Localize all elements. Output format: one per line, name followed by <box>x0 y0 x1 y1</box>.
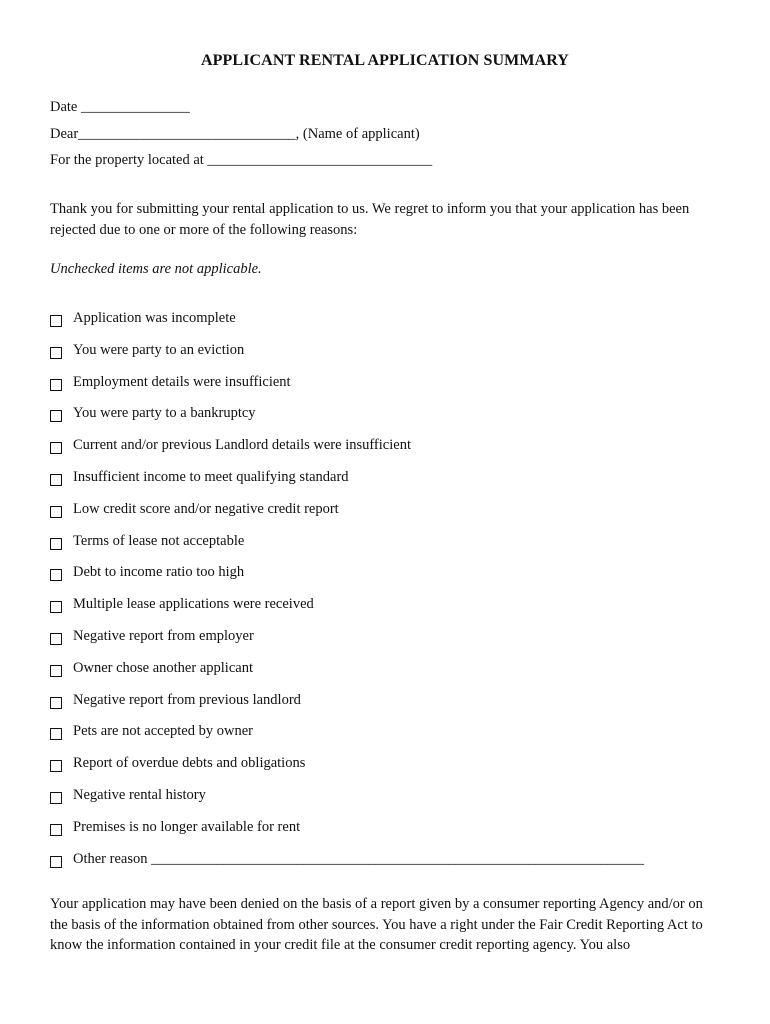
list-item <box>50 819 730 851</box>
property-address-field-line: For the property located at _______________________________ <box>50 152 433 168</box>
checkbox-landlord-report[interactable] <box>50 697 62 709</box>
list-item <box>50 501 730 533</box>
list-item <box>50 564 730 596</box>
reason-label: Premises is no longer available for rent <box>73 818 301 835</box>
list-item <box>50 787 730 819</box>
reason-label: Multiple lease applications were received <box>73 596 314 613</box>
reason-label: Insufficient income to meet qualifying standard <box>73 468 349 485</box>
checkbox-premises-unavailable[interactable] <box>50 824 62 836</box>
reason-label: Report of overdue debts and obligations <box>73 755 306 772</box>
list-item <box>50 723 730 755</box>
closing-paragraph: Your application may have been denied on the basis of a report given by a consumer reporting Agency and/or on the basis of the information obtained from other sources. You have a right under the Fair Credit Reporting Act to know the information contained in your credit file at the consumer credit reporting agency. You also <box>50 896 703 953</box>
checkbox-landlord-details[interactable] <box>50 442 62 454</box>
reason-label: You were party to a bankruptcy <box>73 405 256 422</box>
date-field-line: Date _______________ <box>50 99 190 115</box>
intro-paragraph: Thank you for submitting your rental application to us. We regret to inform you that your application has been rejected due to one or more of the following reasons: <box>50 201 690 238</box>
checkbox-bankruptcy[interactable] <box>50 410 62 422</box>
list-item <box>50 755 730 787</box>
list-item <box>50 437 730 469</box>
applicant-name-field-line: Dear______________________________, (Name of applicant) <box>50 126 420 142</box>
reason-label: Debt to income ratio too high <box>73 564 245 581</box>
checkbox-lease-terms[interactable] <box>50 538 62 550</box>
checkbox-credit-score[interactable] <box>50 506 62 518</box>
checkbox-insufficient-income[interactable] <box>50 474 62 486</box>
reason-label: Employment details were insufficient <box>73 373 291 390</box>
reason-label: Negative rental history <box>73 786 206 803</box>
checkbox-debt-to-income[interactable] <box>50 569 62 581</box>
list-item <box>50 660 730 692</box>
list-item <box>50 628 730 660</box>
reason-label: Application was incomplete <box>73 310 236 326</box>
reason-label: You were party to an eviction <box>73 341 245 358</box>
reason-label: Other reason ____________________________________________________________________ <box>73 850 645 867</box>
reason-label: Terms of lease not acceptable <box>73 532 245 549</box>
list-item <box>50 692 730 724</box>
reason-label: Low credit score and/or negative credit report <box>73 500 339 517</box>
checkbox-employer-report[interactable] <box>50 633 62 645</box>
list-item <box>50 469 730 501</box>
reason-label: Negative report from previous landlord <box>73 691 301 708</box>
checkbox-rental-history[interactable] <box>50 792 62 804</box>
checkbox-multiple-applications[interactable] <box>50 601 62 613</box>
list-item <box>50 533 730 565</box>
list-item <box>50 342 730 374</box>
checkbox-eviction[interactable] <box>50 347 62 359</box>
checkbox-other-reason[interactable] <box>50 856 62 868</box>
list-item <box>50 405 730 437</box>
checkbox-overdue-debts[interactable] <box>50 760 62 772</box>
reason-label: Negative report from employer <box>73 627 254 644</box>
rejection-reasons-list <box>50 310 730 882</box>
reason-label: Current and/or previous Landlord details were insufficient <box>73 437 411 454</box>
list-item <box>50 310 730 342</box>
checkbox-employment-details[interactable] <box>50 379 62 391</box>
checkbox-incomplete-application[interactable] <box>50 315 62 327</box>
reason-label: Pets are not accepted by owner <box>73 723 253 740</box>
list-item <box>50 596 730 628</box>
document-title: APPLICANT RENTAL APPLICATION SUMMARY <box>201 52 569 69</box>
list-item <box>50 374 730 406</box>
list-item <box>50 851 730 883</box>
applicability-note: Unchecked items are not applicable. <box>50 261 262 277</box>
checkbox-another-applicant[interactable] <box>50 665 62 677</box>
checkbox-pets[interactable] <box>50 728 62 740</box>
reason-label: Owner chose another applicant <box>73 659 253 676</box>
